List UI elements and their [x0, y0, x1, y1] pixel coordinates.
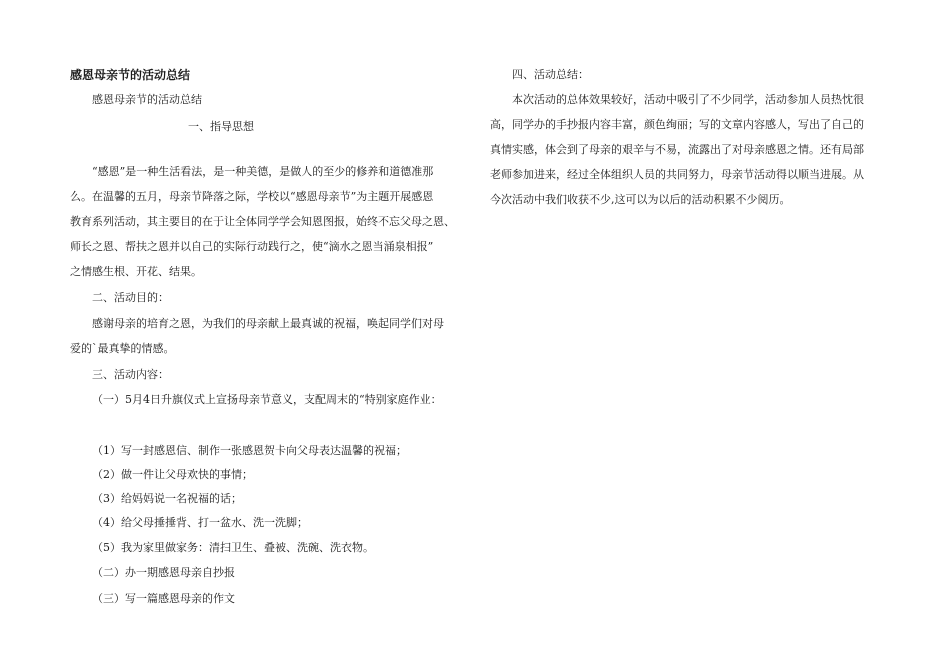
paragraph-line: 么。在温馨的五月，母亲节降落之际，学校以“感恩母亲节”为主题开展感恩	[70, 190, 434, 203]
paragraph-line: 真情实感，体会到了母亲的艰辛与不易，流露出了对母亲感恩之情。还有局部	[490, 143, 864, 156]
list-item: （1）写一封感恩信、制作一张感恩贺卡向父母表达温馨的祝福；	[92, 444, 407, 457]
subtitle: 感恩母亲节的活动总结	[92, 93, 202, 106]
paragraph-line: 师长之恩、帮扶之恩并以自己的实际行动践行之，使“滴水之恩当涌泉相报”	[70, 240, 434, 253]
paragraph-line: 老师参加进来，经过全体组织人员的共同努力，母亲节活动得以顺当进展。从	[490, 168, 864, 181]
list-item: （4）给父母捶捶背、打一盆水、洗一洗脚；	[92, 516, 308, 529]
paragraph-line: 本次活动的总体效果较好，活动中吸引了不少同学，活动参加人员热忱很	[512, 93, 864, 106]
document-title: 感恩母亲节的活动总结	[70, 68, 191, 82]
list-item: （一）5月4日升旗仪式上宣扬母亲节意义，支配周末的“特别家庭作业：	[92, 393, 442, 406]
list-item: （三）写一篇感恩母亲的作文	[92, 592, 235, 605]
list-item: （2）做一件让父母欢快的事情；	[92, 468, 253, 481]
paragraph-line: 今次活动中我们收获不少,这可以为以后的活动积累不少阅历。	[490, 193, 791, 206]
list-item: （二）办一期感恩母亲自抄报	[92, 566, 235, 579]
paragraph-line: 感谢母亲的培育之恩，为我们的母亲献上最真诚的祝福，唤起同学们对母	[92, 317, 444, 330]
paragraph-line: 之情感生根、开花、结果。	[70, 265, 202, 278]
section-heading-summary: 四、活动总结：	[512, 68, 589, 81]
section-heading-purpose: 二、活动目的：	[92, 291, 169, 304]
list-item: （3）给妈妈说一名祝福的话；	[92, 492, 242, 505]
paragraph-line: 高，同学办的手抄报内容丰富，颜色绚丽；写的文章内容感人，写出了自己的	[490, 118, 864, 131]
paragraph-line: 爱的`最真挚的情感。	[70, 342, 175, 355]
paragraph-line: 教育系列活动，其主要目的在于让全体同学学会知恩图报，始终不忘父母之恩、	[70, 215, 455, 228]
section-heading-content: 三、活动内容：	[92, 368, 169, 381]
list-item: （5）我为家里做家务：清扫卫生、叠被、洗碗、洗衣物。	[92, 541, 374, 554]
section-heading-guiding-idea: 一、指导思想	[188, 120, 254, 133]
paragraph-line: “感恩”是一种生活看法，是一种美德，是做人的至少的修养和道德准那	[92, 165, 434, 178]
